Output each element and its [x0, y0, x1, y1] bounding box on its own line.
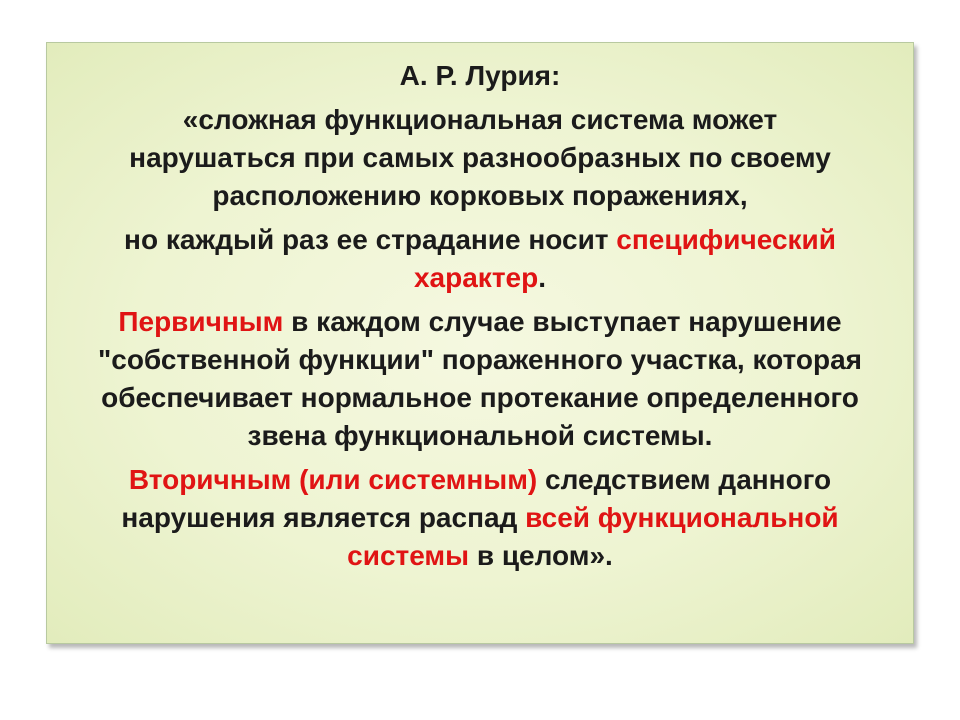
quote-paragraph-4	[77, 461, 883, 575]
author-name: А. Р. Лурия:	[399, 60, 561, 91]
quote-paragraph-3	[77, 303, 883, 455]
p3-text: в каждом случае выступает нарушение "собственной функции" пораженного участка, которая обеспечивает нормальное протекание определенного звена функциональной системы.	[97, 306, 862, 451]
quote-line-3: расположению корковых поражениях,	[212, 180, 748, 211]
p2-period: .	[538, 262, 546, 293]
quote-paragraph-1	[77, 101, 883, 215]
quote-box	[46, 42, 914, 644]
p3-highlight: Первичным	[118, 306, 284, 337]
p4-text-2: в целом».	[469, 540, 613, 571]
p4-highlight-1: Вторичным (или системным)	[128, 464, 538, 495]
quote-paragraph-2	[77, 221, 883, 297]
p4-text-1: следствием данного нарушения является распад	[121, 464, 832, 533]
quote-line-1: «сложная функциональная система может	[182, 104, 778, 135]
p2-text: но каждый раз ее страдание носит	[124, 224, 617, 255]
p4-highlight-2: всей функциональной системы	[347, 502, 839, 571]
p2-highlight: специфический характер	[413, 224, 836, 293]
author-heading	[77, 57, 883, 95]
quote-line-2: нарушаться при самых разнообразных по своему	[129, 142, 831, 173]
